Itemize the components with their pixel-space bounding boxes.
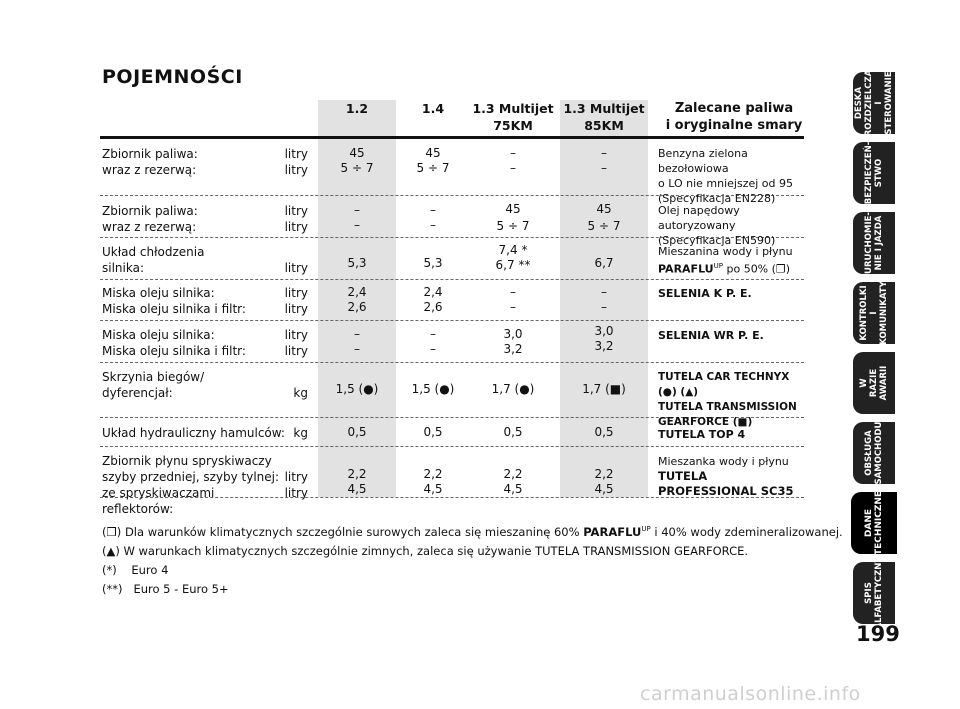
page-number: 199 (856, 622, 900, 646)
value-cell: 45 5 ÷ 7 (416, 146, 450, 175)
row-separator (100, 320, 804, 321)
row-separator (100, 446, 804, 447)
value-cell: 1,5 (●) (335, 382, 379, 396)
unit-text: litry (284, 147, 308, 161)
unit-text: litry (284, 163, 308, 177)
fuel-recommendation: SELENIA K P. E. (658, 287, 752, 300)
value-cell: 2,2 4,5 (347, 467, 367, 496)
tab-index[interactable] (853, 556, 895, 630)
tab-label: BEZPIECZEŃ- STWO (864, 141, 884, 205)
row-separator (100, 362, 804, 363)
label-text: Skrzynia biegów/ (102, 370, 205, 384)
column-header-fuels: Zalecane paliwa i oryginalne smary (665, 101, 803, 133)
paraflu-sup: UP (713, 262, 723, 270)
fuel-text: TUTELA PROFESSIONAL SC35 (658, 469, 794, 498)
tab-label: OBSŁUGA SAMOCHODU (864, 421, 884, 485)
value-cell: 45 5 ÷ 7 (496, 202, 530, 233)
fuel-text: Mieszanka wody i płynu (658, 455, 789, 468)
value-cell: 1,7 (●) (491, 382, 535, 396)
paraflu-sup: UP (641, 525, 651, 533)
label-text: Miska oleju silnika i filtr: (102, 344, 246, 358)
value-cell: 2,4 2,6 (347, 285, 367, 314)
value-cell: 7,4 * 6,7 ** (495, 243, 531, 272)
label-text: Miska oleju silnika: (102, 328, 215, 342)
unit-text: litry (284, 286, 308, 300)
label-text: szyby przedniej, szyby tylnej: (102, 470, 280, 484)
label-text: dyferencjał: (102, 386, 173, 400)
unit-text: litry (284, 470, 308, 484)
value-cell: 2,2 4,5 (503, 467, 523, 496)
page-title: POJEMNOŚCI (102, 66, 243, 88)
footnote-euro4: (*) Euro 4 (102, 562, 169, 577)
value-cell: 45 5 ÷ 7 (587, 202, 621, 233)
footnote-euro5: (**) Euro 5 - Euro 5+ (102, 581, 229, 596)
unit-text: litry (284, 344, 308, 358)
unit-text: litry (284, 302, 308, 316)
label-text: Zbiornik płynu spryskiwaczy (102, 454, 272, 468)
unit-text: kg (293, 386, 308, 400)
unit-text: litry (284, 261, 308, 275)
value-cell: 5,3 (423, 256, 443, 270)
value-cell: – – (354, 327, 360, 356)
label-text: Miska oleju silnika i filtr: (102, 302, 246, 316)
tab-label: URUCHOMIE- NIE I JAZDA (864, 212, 884, 274)
value-cell: – – (601, 146, 607, 175)
value-cell: – – (430, 327, 436, 356)
footnote-mark: (❒) (102, 524, 122, 539)
tab-technical-data[interactable] (851, 492, 897, 554)
value-cell: – – (430, 203, 436, 232)
value-cell: 0,5 (347, 425, 367, 439)
value-cell: 1,5 (●) (411, 382, 455, 396)
label-text: Zbiornik paliwa: (102, 204, 198, 218)
footnote-gearforce: (▲) W warunkach klimatycznych szczególnie zimnych, zaleca się używanie TUTELA TRANSMISSION GEARFORCE. (102, 543, 749, 558)
fuel-ratio: po 50% (❒) (722, 262, 791, 276)
row-label-engine-oil-diesel (102, 327, 308, 359)
value-cell: – – (354, 203, 360, 232)
value-cell: 45 5 ÷ 7 (340, 146, 374, 175)
value-cell: 5,3 (347, 256, 367, 270)
unit-text: kg (293, 426, 308, 440)
tab-label: KONTROLKI I KOMUNIKATY (859, 281, 889, 345)
tab-starting-driving[interactable] (853, 212, 895, 274)
row-label-fuel-tank-diesel (102, 203, 308, 235)
row-label-gearbox (102, 369, 308, 401)
fuel-recommendation: Olej napędowy autoryzowany (Specyfikacja EN590) (658, 204, 776, 247)
value-cell: 1,7 (■) (582, 382, 626, 396)
tab-safety[interactable] (853, 142, 895, 204)
paraflu-brand: PARAFLU (583, 524, 642, 539)
value-cell: – – (601, 285, 607, 314)
tab-label: DESKA ROZDZIELCZA I STEROWANIE (854, 69, 894, 137)
value-cell: 2,4 2,6 (423, 285, 443, 314)
column-header-multijet-75: 1.3 Multijet 75KM (472, 101, 554, 133)
header-rule (100, 136, 804, 139)
row-label-engine-oil (102, 285, 308, 317)
unit-text: litry (284, 486, 308, 500)
value-cell: – – (510, 285, 516, 314)
tab-label: W RAZIE AWARII (859, 365, 889, 401)
value-cell: 6,7 (594, 256, 614, 270)
tab-emergency[interactable] (853, 352, 895, 414)
tab-warning-lights[interactable] (853, 282, 895, 344)
column-header-multijet-85: 1.3 Multijet 85KM (563, 101, 645, 133)
value-cell: 2,2 4,5 (594, 467, 614, 496)
label-text: Miska oleju silnika: (102, 286, 215, 300)
fuel-text: Mieszanina wody i płynu (658, 245, 793, 258)
label-text: Układ hydrauliczny hamulców: (102, 426, 285, 440)
footnote-text: i 40% wody zdemineralizowanej. (650, 524, 843, 539)
fuel-recommendation (658, 454, 808, 499)
tab-dashboard[interactable] (853, 69, 895, 137)
row-label-washer (102, 453, 308, 517)
value-cell: 3,0 3,2 (594, 324, 614, 353)
tab-maintenance[interactable] (853, 422, 895, 484)
unit-text: litry (284, 328, 308, 342)
unit-text: litry (284, 220, 308, 234)
unit-text: litry (284, 204, 308, 218)
value-cell: 0,5 (594, 425, 614, 439)
row-separator (100, 279, 804, 280)
paraflu-brand: PARAFLU (658, 262, 714, 276)
label-text: silnika: (102, 261, 144, 275)
label-text: wraz z rezerwą: (102, 220, 197, 234)
label-text: Układ chłodzenia (102, 245, 205, 259)
footnote-paraflu (102, 520, 843, 542)
fuel-recommendation: Benzyna zielona bezołowiowa o LO nie mniejszej od 95 (Specyfikacja EN228) (658, 147, 794, 205)
column-header-1-2: 1.2 (345, 101, 369, 116)
fuel-text (658, 259, 808, 277)
value-cell: 2,2 4,5 (423, 467, 443, 496)
watermark: carmanualsonline.info (640, 683, 861, 705)
tab-label: SPIS ALFABETYCZNY (864, 556, 884, 630)
label-text: Zbiornik paliwa: (102, 147, 198, 161)
label-text: wraz z rezerwą: (102, 163, 197, 177)
footnotes (102, 520, 843, 599)
fuel-recommendation (658, 244, 808, 277)
value-cell: 0,5 (503, 425, 523, 439)
row-label-cooling (102, 244, 308, 276)
fuel-recommendation: TUTELA TOP 4 (658, 428, 746, 441)
footnote-text: Dla warunków klimatycznych szczególnie surowych zaleca się mieszaninę 60% (121, 524, 584, 539)
tab-label: DANE TECHNICZNE (864, 490, 884, 556)
row-label-brakes (102, 425, 308, 441)
value-cell: 3,0 3,2 (503, 327, 523, 356)
fuel-recommendation: TUTELA CAR TECHNYX (●) (▲) TUTELA TRANSMISSION GEARFORCE (■) (658, 371, 797, 428)
row-label-fuel-tank-petrol (102, 146, 308, 178)
fuel-recommendation: SELENIA WR P. E. (658, 329, 764, 342)
value-cell: – – (510, 146, 516, 175)
value-cell: 0,5 (423, 425, 443, 439)
column-header-1-4: 1.4 (421, 101, 445, 116)
label-text: ze spryskiwaczami reflektorów: (102, 486, 215, 516)
